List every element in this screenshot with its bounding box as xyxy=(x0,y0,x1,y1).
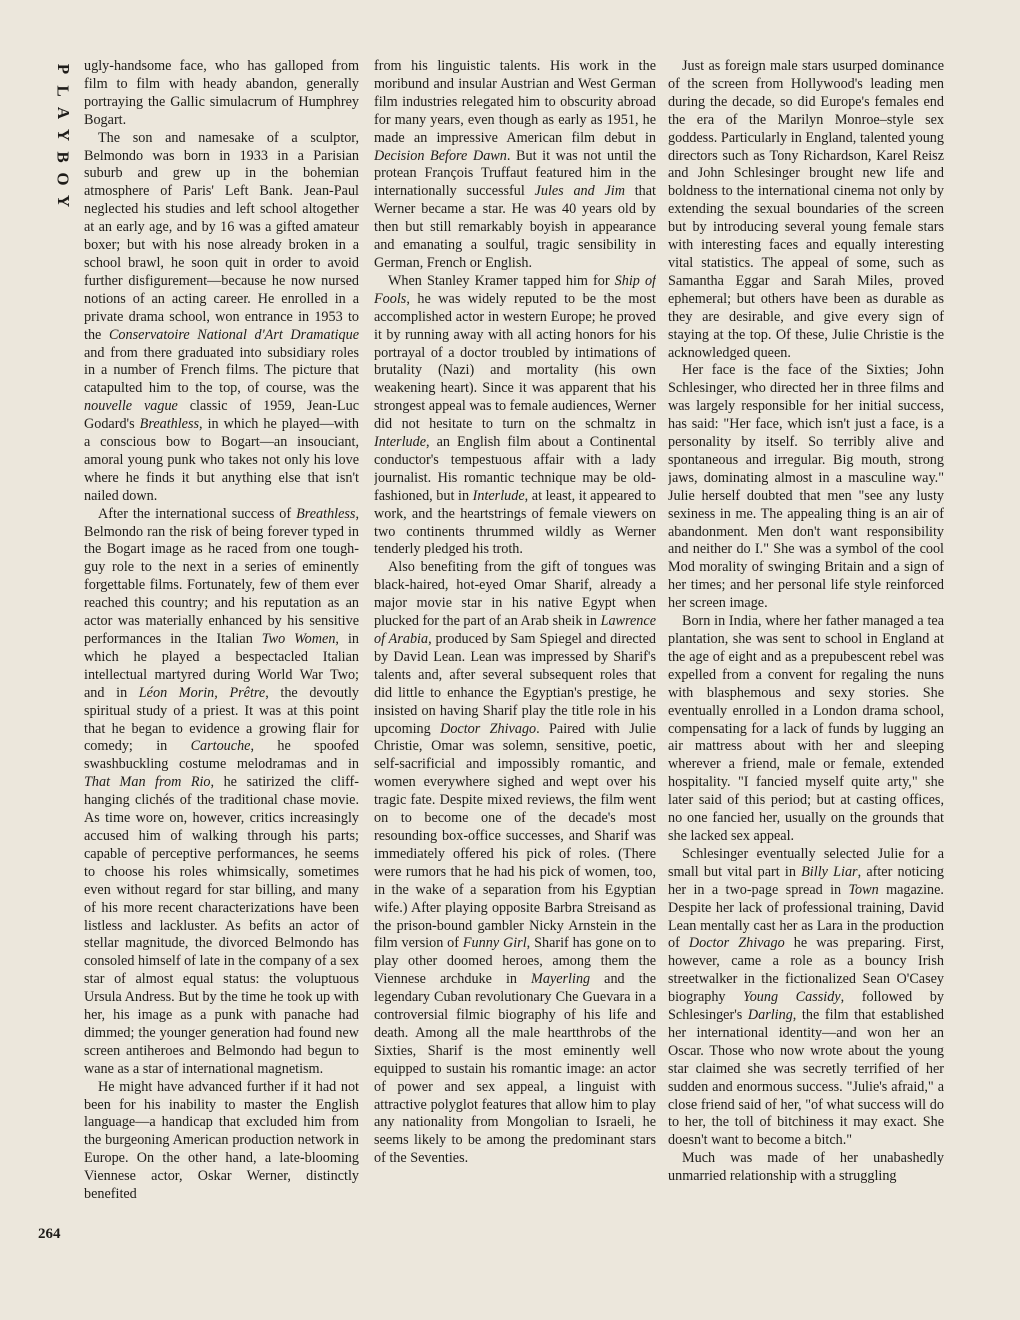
masthead-letter: O xyxy=(53,172,73,186)
paragraph: Schlesinger eventually selected Julie for a small but vital part in Billy Liar, after noticing her in a two-page spread in Town magazine. Despite her lack of professional training, David Lean mentally cast her as Lara in the production of Doctor Zhivago he was preparing. First, however, came a role as a bouncy Irish streetwalker in the fictionalized Sean O'Casey biography Young Cassidy, followed by Schlesinger's Darling, the film that established her international identity—and won her an Oscar. Those who now wrote about the young star claimed she was secretly terrified of her sudden and enormous success. "Julie's afraid," a close friend said of her, "of what success will do to her, the toll of bitchiness it may exact. She doesn't want to become a bitch." xyxy=(668,845,944,1149)
paragraph: Born in India, where her father managed a tea plantation, she was sent to school in England at the age of eight and as a prepubescent rebel was expelled from a convent for regaling the nuns with blasphemous and sexy stories. She eventually enrolled in a London drama school, compensating for a lack of funds by lugging an air mattress about with her and sleeping wherever a friend, male or female, extended hospitality. "I fancied myself quite arty," she later said of this period; but at casting offices, no one fancied her, usually on the grounds that she lacked sex appeal. xyxy=(668,613,944,844)
masthead-letter: A xyxy=(54,106,73,120)
masthead-letter: P xyxy=(53,63,73,75)
paragraph: He might have advanced further if it had not been for his inability to master the English language—a handicap that excluded him from the burgeoning American production network in Europe. On the other hand, a late-blooming Viennese actor, Oskar Werner, distinctly benefited xyxy=(84,1078,359,1203)
paragraph: ugly-handsome face, who has galloped from film to film with heady abandon, generally portraying the Gallic simulacrum of Humphrey Bogart. xyxy=(84,58,359,128)
paragraph: from his linguistic talents. His work in the moribund and insular Austrian and West German film industries relegated him to obscurity abroad for many years, even though as early as 1951, he made an impressive American film debut in Decision Before Dawn. But it was not until the protean François Truffaut featured him in the internationally successful Jules and Jim that Werner became a star. He was 40 years old by then but still remarkably boyish in appearance and emanating a soulful, tragic sensibility in German, French or English. xyxy=(374,58,656,271)
playboy-masthead xyxy=(48,58,78,212)
column-1 xyxy=(84,58,359,1298)
paragraph: When Stanley Kramer tapped him for Ship of Fools, he was widely reputed to be the most accomplished actor in western Europe; he proved it by running away with all acting honors for his portrayal of a doctor troubled by intimations of brutality (Nazi) and mortality (his own weakening heart). Since it was apparent that his strongest appeal was to female audiences, Werner did not hesitate to turn on the schmaltz in Interlude, an English film about a Continental conductor's tempestuous affair with a lady journalist. His romantic technique may be old-fashioned, but in Interlude, at least, it appeared to work, and the heartstrings of female viewers on two continents thrummed wildly as Werner tenderly pledged his troth. xyxy=(374,272,656,558)
paragraph: The son and namesake of a sculptor, Belmondo was born in 1933 in a Parisian suburb and grew up in the bohemian atmosphere of Paris' Left Bank. Jean-Paul neglected his studies and left school altogether at an early age, and by 16 was a gifted amateur boxer; but with his nose already broken in a school brawl, he soon quit in order to avoid further disfigurement—because he now nursed notions of an acting career. He enrolled in a private drama school, won entrance in 1953 to the Conservatoire National d'Art Dramatique and from there graduated into subsidiary roles in a number of French films. The picture that catapulted him to the top, of course, was the nouvelle vague classic of 1959, Jean-Luc Godard's Breathless, in which he played—with a conscious bow to Bogart—an insouciant, amoral young punk who takes not only his love where he finds it but anything else that isn't nailed down. xyxy=(84,129,359,504)
paragraph: Her face is the face of the Sixties; John Schlesinger, who directed her in three films and was largely responsible for her initial success, has said: "Her face, which isn't just a face, is a personality by itself. So terribly alive and spontaneous and irregular. Big mouth, strong jaws, dominating almost in a masculine way." Julie herself doubted that men "see any lusty sexiness in me. The appealing thing is an air of abandonment. Men don't want responsibility and neither do I." She was a symbol of the cool Mod morality of swinging Britain and a sign of her times; and her personal life style reinforced her screen image. xyxy=(668,362,944,612)
masthead-letter: Y xyxy=(54,194,73,208)
column-2 xyxy=(374,58,656,1298)
masthead-letter: L xyxy=(54,85,73,97)
masthead-letter: Y xyxy=(54,128,73,142)
paragraph: Just as foreign male stars usurped dominance of the screen from Hollywood's leading men during the decade, so did Europe's females end the era of the Marilyn Monroe–style sex goddess. Particularly in England, talented young directors such as Tony Richardson, Karel Reisz and John Schlesinger brought new life and boldness to the international cinema not only by extending the sexual boundaries of the screen but by introducing several young female stars with interesting faces and equally interesting vital statistics. The appeal of some, such as Samantha Eggar and Sarah Miles, proved ephemeral; but others have been as durable as they are desirable, and give every sign of staying at the top. Of these, Julie Christie is the acknowledged queen. xyxy=(668,58,944,361)
paragraph: Much was made of her unabashedly unmarried relationship with a struggling xyxy=(668,1150,944,1185)
column-3 xyxy=(668,58,944,1298)
page-number: 264 xyxy=(38,1226,61,1242)
paragraph: Also benefiting from the gift of tongues was black-haired, hot-eyed Omar Sharif, already a major movie star in his native Egypt when plucked for the part of an Arab sheik in Lawrence of Arabia, produced by Sam Spiegel and directed by David Lean. Lean was impressed by Sharif's talents and, after several subsequent roles that did little to enhance the Egyptian's prestige, he insisted on having Sharif play the title role in his upcoming Doctor Zhivago. Paired with Julie Christie, Omar was solemn, sensitive, poetic, self-sacrificial and impossibly romantic, and women everywhere sighed and wept over his tragic fate. Despite mixed reviews, the film went on to become one of the decade's most resounding box-office successes, and Sharif was immediately offered his pick of roles. (There were rumors that he had his pick of women, too, in the wake of a separation from his Egyptian wife.) After playing opposite Barbra Streisand as the prison-bound gambler Nicky Arnstein in the film version of Funny Girl, Sharif has gone on to play other doomed heroes, among them the Viennese archduke in Mayerling and the legendary Cuban revolutionary Che Guevara in a controversial filmic biography of his life and death. Among all the male heartthrobs of the Sixties, Sharif is the most eminently well equipped to sustain his romantic image: an actor of power and sex appeal, a linguist with attractive polyglot features that allow him to play any nationality from Mongolian to Israeli, he seems likely to be among the predominant stars of the Seventies. xyxy=(374,559,656,1167)
masthead-letter: B xyxy=(54,151,73,163)
paragraph: After the international success of Breathless, Belmondo ran the risk of being forever typed in the Bogart image as he raced from one tough-guy role to the next in a series of eminently forgettable films. Fortunately, few of them ever reached this country; and his reputation as an actor was materially enhanced by his sensitive performances in the Italian Two Women, in which he played a bespectacled Italian intellectual martyred during World War Two; and in Léon Morin, Prêtre, the devoutly spiritual study of a priest. It was at this point that he began to evidence a growing flair for comedy; in Cartouche, he spoofed swashbuckling costume melodramas and in That Man from Rio, he satirized the cliff-hanging clichés of the traditional chase movie. As time wore on, however, critics increasingly accused him of walking through his parts; capable of perceptive performances, he seems to choose his roles whimsically, sometimes even without regard for star billing, and many of his more recent characterizations have been listless and lackluster. As befits an actor of stellar magnitude, the divorced Belmondo has consoled himself of late in the company of a sex star of almost equal status: the voluptuous Ursula Andress. But by the time he took up with her, his image as a punk with panache had dimmed; the younger generation had found new screen antiheroes and Belmondo had begun to wane as a star of international magnetism. xyxy=(84,505,359,1077)
